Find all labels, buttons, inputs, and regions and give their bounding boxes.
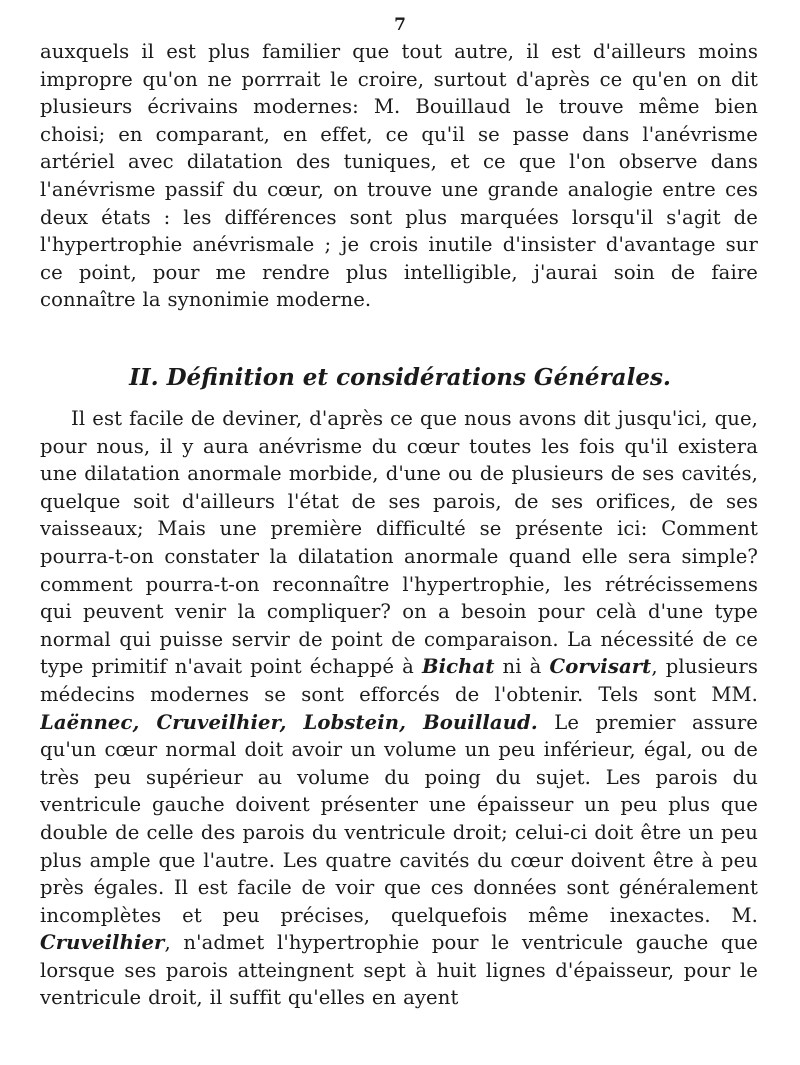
text-segment: ni à [494, 655, 550, 679]
section-heading: II. Définition et considérations Générales. [129, 364, 671, 391]
author-name-bichat: Bichat [421, 655, 495, 679]
author-name-cruveilhier: Cruveilhier [40, 931, 165, 955]
text-segment: , n'admet l'hypertrophie pour le ventricule gauche que lorsque ses parois atteingnent sept à huit lignes d'épaisseur, pour le ventricule droit, il suffit qu'elles en ayent [40, 931, 758, 1010]
page-number: 7 [394, 15, 406, 35]
text-segment: Il est facile de deviner, d'après ce que nous avons dit jusqu'ici, que, pour nous, il y aura anévrisme du cœur toutes les fois qu'il existera une dilatation anormale morbide, d'une ou de plusieurs de ses cavités, quelque soit d'ailleurs l'état de ses parois, de ses orifices, de ses vaisseaux; Mais une première difficulté se présente ici: Comment pourra-t-on constater la dilatation anormale quand elle sera simple? comment pourra-t-on reconnaître l'hypertrophie, les rétrécissemens qui peuvent venir la compliquer? on a besoin pour celà d'une type normal qui puisse servir de point de comparaison. La nécessité de ce type primitif n'avait point échappé à [40, 407, 758, 679]
text-segment: Le premier assure qu'un cœur normal doit avoir un volume un peu inférieur, égal, ou de très peu supérieur au volume du poing du sujet. Les parois du ventricule gauche doivent présenter une épaisseur un peu plus que double de celle des parois du ventricule droit; celui-ci doit être un peu plus ample que l'autre. Les quatre cavités du cœur doivent être à peu près égales. Il est facile de voir que ces données sont généralement incomplètes et peu précises, quelquefois même inexactes. M. [40, 710, 758, 927]
paragraph-definition [40, 405, 758, 1012]
author-name-corvisart: Corvisart [549, 655, 652, 679]
book-page [40, 0, 760, 1065]
author-names-list: Laënnec, Cruveilhier, Lobstein, Bouillaud. [40, 710, 538, 734]
paragraph-intro: auxquels il est plus familier que tout autre, il est d'ailleurs moins impropre qu'on ne porrrait le croire, surtout d'après ce qu'en on dit plusieurs écrivains modernes: M. Bouillaud le trouve même bien choisi; en comparant, en effet, ce qu'il se passe dans l'anévrisme artériel avec dilatation des tuniques, et ce que l'on observe dans l'anévrisme passif du cœur, on trouve une grande analogie entre ces deux états : les différences sont plus marquées lorsqu'il s'agit de l'hypertrophie anévrismale ; je crois inutile d'insister d'avantage sur ce point, pour me rendre plus intelligible, j'aurai soin de faire connaître la synonimie moderne. [40, 40, 758, 312]
text-segment: , plusieurs médecins modernes se sont efforcés de l'obtenir. Tels sont MM. [40, 655, 758, 706]
